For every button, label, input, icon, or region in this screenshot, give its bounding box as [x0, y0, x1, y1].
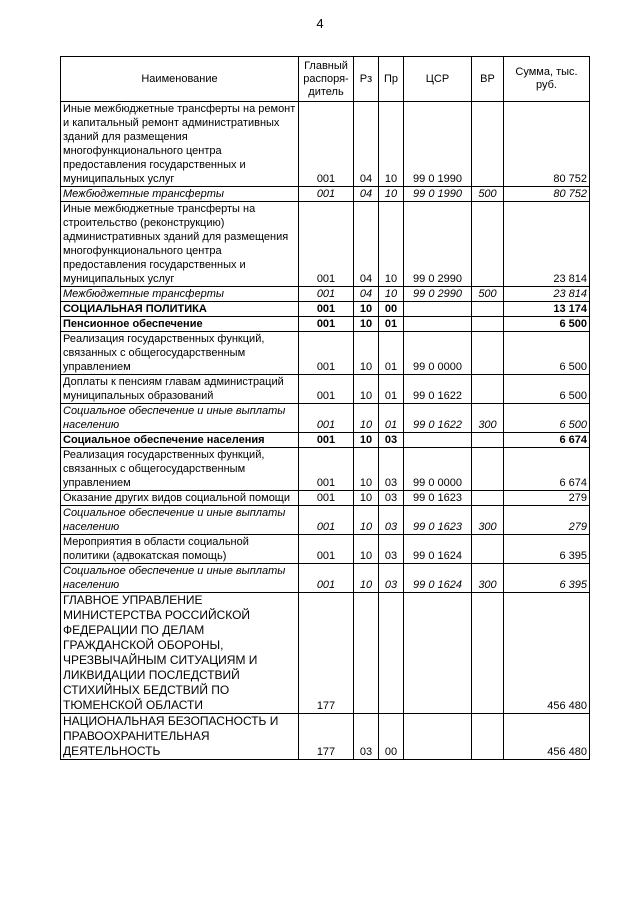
cell-expense-type: [472, 448, 504, 491]
cell-name: Иные межбюджетные трансферты на строительство (реконструкцию) административных зданий для размещения многофункционального центра предоставления государственных и муниципальных услуг: [61, 202, 299, 287]
cell-amount: 23 814: [504, 202, 590, 287]
cell-name: Пенсионное обеспечение: [61, 317, 299, 332]
cell-subsection: 00: [379, 714, 404, 760]
cell-amount: 6 395: [504, 564, 590, 593]
cell-expense-type: [472, 714, 504, 760]
cell-amount: 6 500: [504, 332, 590, 375]
cell-amount: 6 674: [504, 448, 590, 491]
cell-target-article: 99 0 2990: [404, 287, 472, 302]
cell-amount: 6 674: [504, 433, 590, 448]
cell-name: Иные межбюджетные трансферты на ремонт и капитальный ремонт административных зданий для размещения многофункционального центра предоставления государственных и муниципальных услуг: [61, 102, 299, 187]
header-expense-type: ВР: [472, 57, 504, 102]
cell-main-administrator: 001: [299, 302, 354, 317]
cell-subsection: 01: [379, 317, 404, 332]
cell-amount: 80 752: [504, 187, 590, 202]
cell-name: СОЦИАЛЬНАЯ ПОЛИТИКА: [61, 302, 299, 317]
header-section: Рз: [354, 57, 379, 102]
cell-main-administrator: 001: [299, 102, 354, 187]
cell-main-administrator: 001: [299, 491, 354, 506]
cell-section: 10: [354, 317, 379, 332]
cell-section: 10: [354, 564, 379, 593]
cell-section: 10: [354, 332, 379, 375]
cell-expense-type: [472, 433, 504, 448]
cell-main-administrator: 001: [299, 287, 354, 302]
header-main-administrator: Главный распоря-дитель: [299, 57, 354, 102]
cell-name: Социальное обеспечение и иные выплаты населению: [61, 506, 299, 535]
cell-expense-type: [472, 202, 504, 287]
cell-target-article: [404, 593, 472, 714]
cell-main-administrator: 001: [299, 202, 354, 287]
cell-subsection: [379, 593, 404, 714]
budget-table: [60, 56, 590, 760]
cell-expense-type: [472, 491, 504, 506]
cell-target-article: 99 0 0000: [404, 448, 472, 491]
cell-amount: 279: [504, 506, 590, 535]
cell-subsection: 00: [379, 302, 404, 317]
cell-section: 04: [354, 287, 379, 302]
cell-section: 04: [354, 102, 379, 187]
cell-section: 10: [354, 375, 379, 404]
cell-target-article: 99 0 1623: [404, 506, 472, 535]
cell-target-article: [404, 433, 472, 448]
cell-target-article: [404, 317, 472, 332]
cell-section: 10: [354, 404, 379, 433]
cell-name: Межбюджетные трансферты: [61, 287, 299, 302]
cell-main-administrator: 001: [299, 535, 354, 564]
header-target-article: ЦСР: [404, 57, 472, 102]
cell-expense-type: 300: [472, 404, 504, 433]
cell-amount: 6 500: [504, 404, 590, 433]
table-row: [61, 375, 590, 404]
cell-amount: 13 174: [504, 302, 590, 317]
cell-section: 10: [354, 448, 379, 491]
cell-section: 10: [354, 302, 379, 317]
cell-amount: 6 395: [504, 535, 590, 564]
cell-section: 03: [354, 714, 379, 760]
cell-main-administrator: 001: [299, 332, 354, 375]
cell-target-article: [404, 302, 472, 317]
cell-name: Социальное обеспечение и иные выплаты населению: [61, 404, 299, 433]
cell-target-article: 99 0 1624: [404, 535, 472, 564]
cell-subsection: 01: [379, 404, 404, 433]
cell-name: Реализация государственных функций, связанных с общегосударственным управлением: [61, 448, 299, 491]
cell-target-article: 99 0 1622: [404, 375, 472, 404]
cell-section: 10: [354, 535, 379, 564]
cell-name: Социальное обеспечение и иные выплаты населению: [61, 564, 299, 593]
cell-expense-type: 300: [472, 564, 504, 593]
cell-amount: 6 500: [504, 317, 590, 332]
cell-main-administrator: 001: [299, 404, 354, 433]
page-number: 4: [316, 16, 324, 31]
cell-expense-type: 500: [472, 187, 504, 202]
cell-subsection: 03: [379, 433, 404, 448]
cell-subsection: 01: [379, 375, 404, 404]
cell-subsection: 03: [379, 564, 404, 593]
cell-section: 10: [354, 506, 379, 535]
cell-amount: 279: [504, 491, 590, 506]
header-subsection: Пр: [379, 57, 404, 102]
cell-subsection: 03: [379, 491, 404, 506]
table-row: [61, 287, 590, 302]
table-row: [61, 593, 590, 714]
cell-expense-type: 500: [472, 287, 504, 302]
table-body: [61, 102, 590, 760]
cell-main-administrator: 177: [299, 714, 354, 760]
table-row: [61, 302, 590, 317]
cell-main-administrator: 001: [299, 317, 354, 332]
cell-section: 10: [354, 433, 379, 448]
table-row: [61, 564, 590, 593]
table-row: [61, 433, 590, 448]
cell-main-administrator: 001: [299, 506, 354, 535]
cell-subsection: 03: [379, 448, 404, 491]
cell-main-administrator: 001: [299, 375, 354, 404]
cell-name: Мероприятия в области социальной политики (адвокатская помощь): [61, 535, 299, 564]
cell-target-article: [404, 714, 472, 760]
cell-amount: 456 480: [504, 593, 590, 714]
cell-name: Оказание других видов социальной помощи: [61, 491, 299, 506]
cell-name: Межбюджетные трансферты: [61, 187, 299, 202]
cell-expense-type: 300: [472, 506, 504, 535]
cell-expense-type: [472, 593, 504, 714]
cell-target-article: 99 0 1990: [404, 187, 472, 202]
cell-target-article: 99 0 2990: [404, 202, 472, 287]
cell-subsection: 10: [379, 202, 404, 287]
table-row: [61, 187, 590, 202]
cell-name: ГЛАВНОЕ УПРАВЛЕНИЕ МИНИСТЕРСТВА РОССИЙСКОЙ ФЕДЕРАЦИИ ПО ДЕЛАМ ГРАЖДАНСКОЙ ОБОРОНЫ, ЧРЕЗВЫЧАЙНЫМ СИТУАЦИЯМ И ЛИКВИДАЦИИ ПОСЛЕДСТВИЙ СТИХИЙНЫХ БЕДСТВИЙ ПО ТЮМЕНСКОЙ ОБЛАСТИ: [61, 593, 299, 714]
header-name: Наименование: [61, 57, 299, 102]
cell-amount: 456 480: [504, 714, 590, 760]
cell-target-article: 99 0 1623: [404, 491, 472, 506]
header-amount: Сумма, тыс. руб.: [504, 57, 590, 102]
cell-amount: 6 500: [504, 375, 590, 404]
table-row: [61, 491, 590, 506]
cell-name: Реализация государственных функций, связанных с общегосударственным управлением: [61, 332, 299, 375]
cell-target-article: 99 0 1624: [404, 564, 472, 593]
cell-name: НАЦИОНАЛЬНАЯ БЕЗОПАСНОСТЬ И ПРАВООХРАНИТЕЛЬНАЯ ДЕЯТЕЛЬНОСТЬ: [61, 714, 299, 760]
table-row: [61, 404, 590, 433]
cell-section: 10: [354, 491, 379, 506]
cell-subsection: 01: [379, 332, 404, 375]
cell-target-article: 99 0 1990: [404, 102, 472, 187]
cell-target-article: 99 0 0000: [404, 332, 472, 375]
table-row: [61, 317, 590, 332]
cell-subsection: 10: [379, 187, 404, 202]
cell-subsection: 03: [379, 535, 404, 564]
cell-expense-type: [472, 375, 504, 404]
table-header-row: [61, 57, 590, 102]
cell-main-administrator: 001: [299, 187, 354, 202]
cell-section: 04: [354, 202, 379, 287]
cell-subsection: 10: [379, 102, 404, 187]
cell-main-administrator: 001: [299, 433, 354, 448]
cell-subsection: 10: [379, 287, 404, 302]
cell-main-administrator: 001: [299, 448, 354, 491]
table-row: [61, 714, 590, 760]
cell-expense-type: [472, 102, 504, 187]
cell-main-administrator: 001: [299, 564, 354, 593]
cell-amount: 80 752: [504, 102, 590, 187]
cell-name: Социальное обеспечение населения: [61, 433, 299, 448]
cell-expense-type: [472, 332, 504, 375]
cell-section: [354, 593, 379, 714]
cell-target-article: 99 0 1622: [404, 404, 472, 433]
table-row: [61, 102, 590, 187]
table-row: [61, 535, 590, 564]
table-row: [61, 332, 590, 375]
cell-amount: 23 814: [504, 287, 590, 302]
table-row: [61, 448, 590, 491]
cell-section: 04: [354, 187, 379, 202]
table-row: [61, 506, 590, 535]
cell-name: Доплаты к пенсиям главам администраций муниципальных образований: [61, 375, 299, 404]
cell-expense-type: [472, 317, 504, 332]
cell-subsection: 03: [379, 506, 404, 535]
cell-expense-type: [472, 302, 504, 317]
cell-main-administrator: 177: [299, 593, 354, 714]
cell-expense-type: [472, 535, 504, 564]
table-row: [61, 202, 590, 287]
